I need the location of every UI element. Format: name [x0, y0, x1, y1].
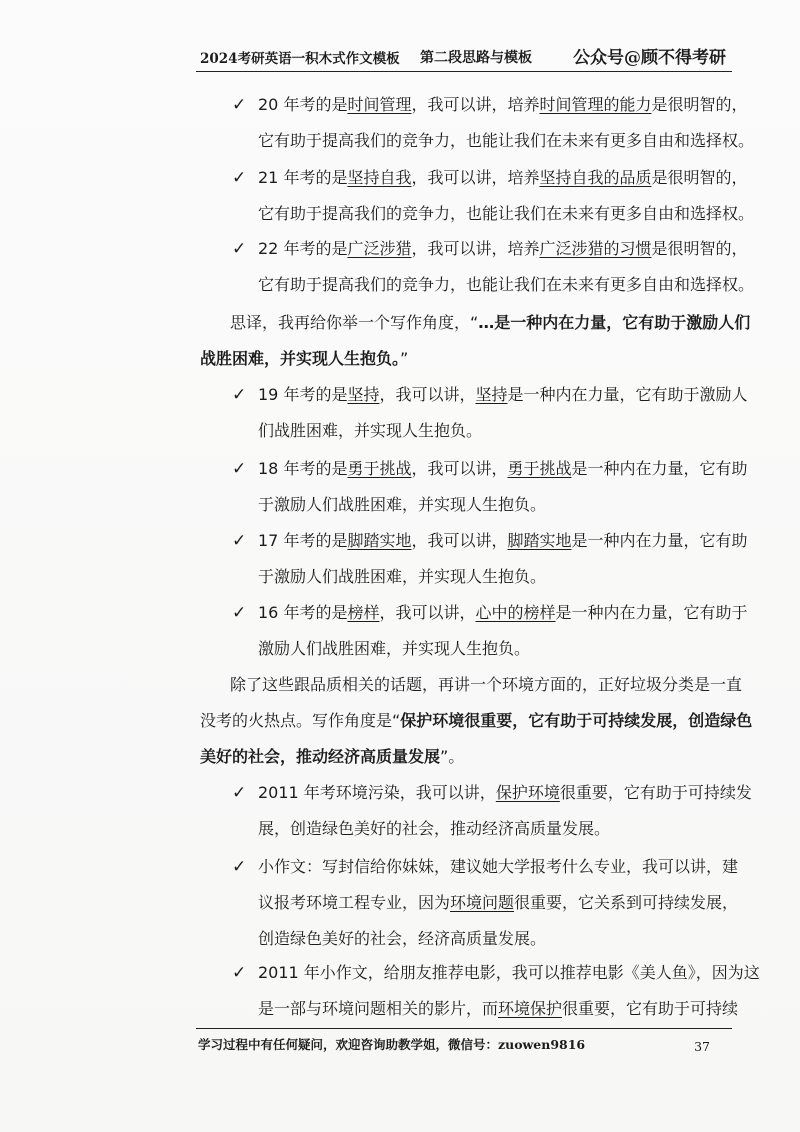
check-icon: ✓	[232, 603, 247, 623]
item-line: 议报考环境工程专业，因为环境问题很重要，它关系到可持续发展，	[258, 893, 739, 912]
item-line: 创造绿色美好的社会，经济高质量发展。	[258, 929, 547, 948]
page-header	[196, 42, 732, 72]
item-line: 17 年考的是脚踏实地，我可以讲，脚踏实地是一种内在力量，它有助	[258, 531, 748, 550]
paragraph-line: 战胜困难，并实现人生抱负。”	[200, 349, 409, 368]
item-line: 2011 年考环境污染，我可以讲，保护环境很重要，它有助于可持续发	[258, 783, 752, 802]
item-line: 20 年考的是时间管理，我可以讲，培养时间管理的能力是很明智的，	[258, 95, 748, 114]
item-line: 2011 年小作文，给朋友推荐电影，我可以推荐电影《美人鱼》，因为这	[258, 963, 760, 982]
item-line: 是一部与环境问题相关的影片，而环境保护很重要，它有助于可持续	[258, 999, 739, 1018]
item-line: 展，创造绿色美好的社会，推动经济高质量发展。	[258, 819, 611, 838]
page-footer	[196, 1028, 732, 1054]
item-line: 22 年考的是广泛涉猎，我可以讲，培养广泛涉猎的习惯是很明智的，	[258, 239, 748, 258]
item-line: 21 年考的是坚持自我，我可以讲，培养坚持自我的品质是很明智的，	[258, 168, 748, 187]
footer-contact: 学习过程中有任何疑问，欢迎咨询助教学姐，微信号：zuowen9816	[198, 1037, 586, 1052]
item-line: 小作文：写封信给你妹妹，建议她大学报考什么专业，我可以讲，建	[258, 857, 739, 876]
item-line: 们战胜困难，并实现人生抱负。	[258, 421, 483, 440]
check-icon: ✓	[232, 385, 247, 405]
check-icon: ✓	[232, 963, 247, 983]
header-section: 第二段思路与模板	[420, 50, 532, 66]
item-line: 18 年考的是勇于挑战，我可以讲，勇于挑战是一种内在力量，它有助	[258, 459, 748, 478]
header-title: 2024考研英语一积木式作文模板	[200, 51, 400, 67]
paragraph-line: 思译，我再给你举一个写作角度，“…是一种内在力量，它有助于激励人们	[230, 313, 751, 332]
item-line: 于激励人们战胜困难，并实现人生抱负。	[258, 567, 547, 586]
paragraph-line: 美好的社会，推动经济高质量发展”。	[200, 747, 465, 766]
item-line: 19 年考的是坚持，我可以讲，坚持是一种内在力量，它有助于激励人	[258, 385, 748, 404]
check-icon: ✓	[232, 531, 247, 551]
check-icon: ✓	[232, 239, 247, 259]
page-number: 37	[694, 1039, 710, 1054]
check-icon: ✓	[232, 857, 247, 877]
item-line: 16 年考的是榜样，我可以讲，心中的榜样是一种内在力量，它有助于	[258, 603, 748, 622]
check-icon: ✓	[232, 783, 247, 803]
item-line: 于激励人们战胜困难，并实现人生抱负。	[258, 495, 547, 514]
check-icon: ✓	[232, 459, 247, 479]
paragraph-line: 除了这些跟品质相关的话题，再讲一个环境方面的，正好垃圾分类是一直	[230, 675, 743, 694]
check-icon: ✓	[232, 168, 247, 188]
check-icon: ✓	[232, 95, 247, 115]
item-line: 它有助于提高我们的竞争力，也能让我们在未来有更多自由和选择权。	[258, 275, 755, 294]
header-account: 公众号@顾不得考研	[573, 48, 726, 68]
item-line: 激励人们战胜困难，并实现人生抱负。	[258, 639, 531, 658]
item-line: 它有助于提高我们的竞争力，也能让我们在未来有更多自由和选择权。	[258, 131, 755, 150]
item-line: 它有助于提高我们的竞争力，也能让我们在未来有更多自由和选择权。	[258, 204, 755, 223]
paragraph-line: 没考的火热点。写作角度是“保护环境很重要，它有助于可持续发展，创造绿色	[200, 711, 753, 730]
